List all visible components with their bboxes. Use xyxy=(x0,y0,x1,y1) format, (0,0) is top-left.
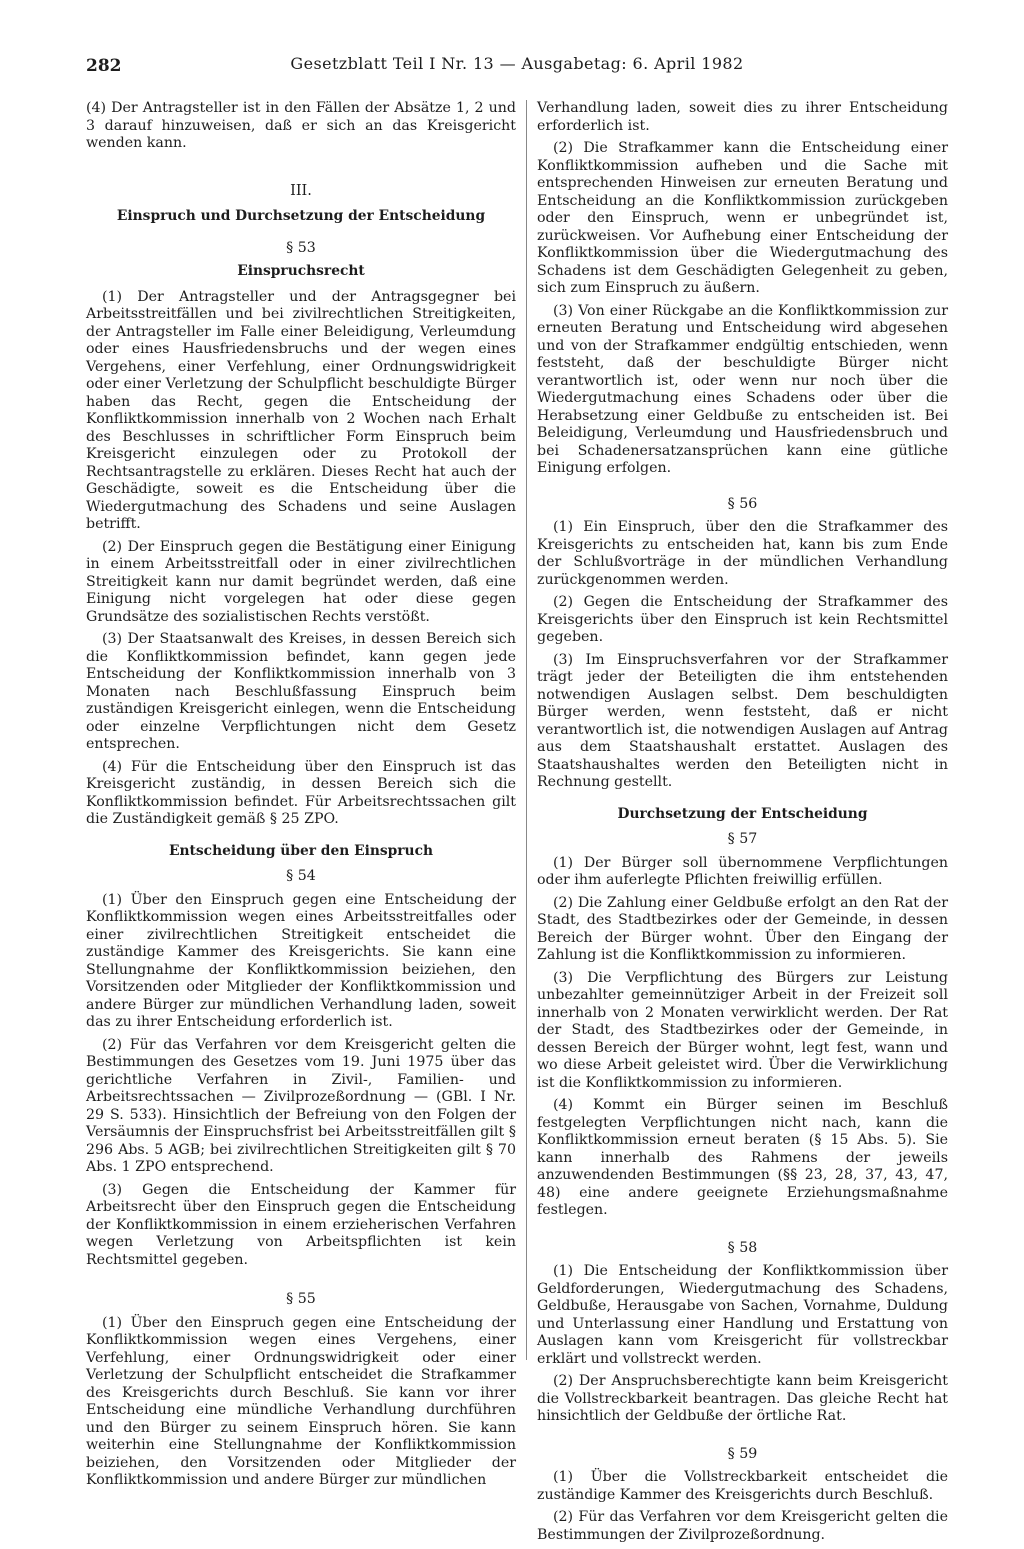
page-header xyxy=(86,52,948,82)
subsection-title: Durchsetzung der Entscheidung xyxy=(617,805,868,822)
section-number: § 54 xyxy=(286,868,316,884)
paragraph: (1) Über den Einspruch gegen eine Entscheidung der Konfliktkommission wegen eines Vergehens, einer Verfehlung, einer Ordnungswidrigkeit oder einer Verletzung der Schulpflicht entscheidet die Strafkammer des Kreisgerichts durch Beschluß. Sie kann vor ihrer Entscheidung eine mündliche Verhandlung durchführen und den Bürger zu seinem Einspruch hören. Sie kann weiterhin eine Stellungnahme der Konfliktkommission beiziehen, den Vorsitzenden oder Mitglieder der Konfliktkommission und andere Bürger zur mündlichen xyxy=(86,1314,516,1488)
subsection-title: Entscheidung über den Einspruch xyxy=(168,842,434,859)
paragraph: (1) Über den Einspruch gegen eine Entscheidung der Konfliktkommission wegen eines Arbeitsstreitfalles oder einer zivilrechtlichen Streitigkeit entscheidet die zuständige Kammer des Kreisgerichts. Sie kann eine Stellungnahme der Konfliktkommission beiziehen, den Vorsitzenden oder Mitglieder der Konfliktkommission und andere Bürger zur mündlichen Verhandlung laden, soweit das zu ihrer Entscheidung erforderlich ist. xyxy=(86,891,516,1030)
running-head: Gesetzblatt Teil I Nr. 13 — Ausgabetag: 6. April 1982 xyxy=(290,54,744,73)
paragraph: (1) Der Bürger soll übernommene Verpflichtungen oder ihm auferlegte Pflichten freiwillig erfüllen. xyxy=(537,854,948,888)
paragraph: (3) Gegen die Entscheidung der Kammer für Arbeitsrecht über den Einspruch gegen die Entscheidung der Konfliktkommission in einem erzieherischen Verfahren wegen Verletzung von Arbeitspflichten ist kein Rechtsmittel gegeben. xyxy=(86,1181,516,1268)
section-title: Einspruchsrecht xyxy=(237,263,365,279)
section-number: § 58 xyxy=(727,1239,758,1256)
section-number: § 56 xyxy=(727,495,758,512)
paragraph: (4) Für die Entscheidung über den Einspruch ist das Kreisgericht zuständig, in dessen Bereich sich die Konfliktkommission befindet. Für Arbeitsrechtssachen gilt die Zuständigkeit gemäß § 25 ZPO. xyxy=(86,758,516,827)
paragraph: (1) Über die Vollstreckbarkeit entscheidet die zuständige Kammer des Kreisgerichts durch Beschluß. xyxy=(537,1469,948,1503)
paragraph: (1) Die Entscheidung der Konfliktkommission über Geldforderungen, Wiedergutmachung des Schadens, Geldbuße, Herausgabe von Sachen, Vornahme, Duldung und Unterlassung einer Handlung und Erstattung von Auslagen kann vom Kreisgericht für vollstreckbar erklärt und vollstreckt werden. xyxy=(537,1263,948,1367)
section-number: § 55 xyxy=(286,1291,316,1307)
column-divider xyxy=(526,100,527,1360)
paragraph: (2) Die Zahlung einer Geldbuße erfolgt an den Rat der Stadt, des Stadtbezirkes oder der Gemeinde, in dessen Bereich der Bürger wohnt. Über den Eingang der Zahlung ist die Konfliktkommission zu informieren. xyxy=(537,894,948,963)
paragraph: (1) Ein Einspruch, über den die Strafkammer des Kreisgerichts zu entscheiden hat, kann bis zum Ende der Schlußvorträge in der mündlichen Verhandlung zurückgenommen werden. xyxy=(537,519,948,588)
paragraph: (2) Die Strafkammer kann die Entscheidung einer Konfliktkommission aufheben und die Sache mit entsprechenden Hinweisen zur erneuten Beratung und Entscheidung an die Konfliktkommission zurückgeben oder den Einspruch, wenn er unbegründet ist, zurückweisen. Vor Aufhebung einer Entscheidung der Konfliktkommission über die Wiedergutmachung des Schadens ist dem Geschädigten Gelegenheit zu geben, sich zum Einspruch zu äußern. xyxy=(537,140,948,296)
paragraph: (2) Der Anspruchsberechtigte kann beim Kreisgericht die Vollstreckbarkeit beantragen. Das gleiche Recht hat hinsichtlich der Geldbuße der örtliche Rat. xyxy=(537,1373,948,1424)
paragraph: (2) Für das Verfahren vor dem Kreisgericht gelten die Bestimmungen der Zivilprozeßordnung. xyxy=(537,1509,948,1543)
right-column xyxy=(537,100,948,1549)
section-number: § 59 xyxy=(727,1445,758,1462)
paragraph: (3) Im Einspruchsverfahren vor der Strafkammer trägt jeder der Beteiligten die ihm entstehenden notwendigen Auslagen selbst. Dem beschuldigten Bürger werden, wenn feststeht, daß er nicht verantwortlich ist, die notwendigen Auslagen auf Antrag aus dem Staatshaushalt erstattet. Auslagen des Staatshaushaltes werden den Beteiligten nicht in Rechnung gestellt. xyxy=(537,651,948,790)
paragraph: (3) Die Verpflichtung des Bürgers zur Leistung unbezahlter gemeinnütziger Arbeit in der Freizeit soll innerhalb von 2 Monaten verwirklicht werden. Der Rat der Stadt, des Stadtbezirkes oder der Gemeinde, in dessen Bereich der Bürger wohnt, legt fest, wann und wo diese Arbeit geleistet wird. Über die Verwirklichung ist die Konfliktkommission zu informieren. xyxy=(537,969,948,1091)
paragraph: (2) Für das Verfahren vor dem Kreisgericht gelten die Bestimmungen des Gesetzes vom 19. Juni 1975 über das gerichtliche Verfahren in Zivil-, Familien- und Arbeitsrechtssachen — Zivilprozeßordnung — (GBl. I Nr. 29 S. 533). Hinsichtlich der Befreiung von den Folgen der Versäumnis der Einspruchsfrist bei Arbeitsstreitfällen gilt § 296 Abs. 5 AGB; bei zivilrechtlichen Streitigkeiten gilt § 70 Abs. 1 ZPO entsprechend. xyxy=(86,1036,516,1175)
section-number: § 57 xyxy=(727,831,758,847)
paragraph: (1) Der Antragsteller und der Antragsgegner bei Arbeitsstreitfällen und bei zivilrechtlichen Streitigkeiten, der Antragsteller im Falle einer Beleidigung, Verleumdung oder eines Hausfriedensbruchs und der wegen eines Vergehens, einer Verfehlung, einer Ordnungswidrigkeit oder einer Verletzung der Schulpflicht beschuldigte Bürger haben das Recht, gegen die Entscheidung der Konfliktkommission innerhalb von 2 Wochen nach Erhalt des Beschlusses in schriftlicher Form Einspruch beim Kreisgericht einzulegen oder zu Protokoll der Rechtsantragstelle zu erklären. Dieses Recht hat auch der Geschädigte, soweit es die Entscheidung über die Wiedergutmachung des Schadens und seine Auslagen betrifft. xyxy=(86,288,516,532)
paragraph: Verhandlung laden, soweit dies zu ihrer Entscheidung erforderlich ist. xyxy=(537,100,948,134)
paragraph: (4) Der Antragsteller ist in den Fällen der Absätze 1, 2 und 3 darauf hinzuweisen, daß er sich an das Kreisgericht wenden kann. xyxy=(86,100,516,151)
part-title: Einspruch und Durchsetzung der Entscheidung xyxy=(116,208,486,224)
paragraph: (2) Der Einspruch gegen die Bestätigung einer Einigung in einem Arbeitsstreitfall oder in einer zivilrechtlichen Streitigkeit kann nur damit begründet werden, daß eine Einigung nicht vorgelegen hat oder diese gegen Grundsätze des sozialistischen Rechts verstößt. xyxy=(86,538,516,625)
part-number: III. xyxy=(290,182,312,199)
left-column xyxy=(86,100,516,1495)
paragraph: (3) Von einer Rückgabe an die Konfliktkommission zur erneuten Beratung und Entscheidung wird abgesehen und von der Strafkammer endgültig entschieden, wenn feststeht, daß der beschuldigte Bürger nicht verantwortlich ist, oder wenn nur noch über die Wiedergutmachung eines Schadens oder über die Herabsetzung einer Geldbuße zu entscheiden ist. Bei Beleidigung, Verleumdung und Hausfriedensbruch und bei Schadenersatzansprüchen kann eine gütliche Einigung erfolgen. xyxy=(537,302,948,476)
paragraph: (3) Der Staatsanwalt des Kreises, in dessen Bereich sich die Konfliktkommission befindet, kann gegen jede Entscheidung der Konfliktkommission innerhalb von 3 Monaten nach Beschlußfassung Einspruch beim zuständigen Kreisgericht einlegen, wenn die Entscheidung oder einzelne Verpflichtungen nicht dem Gesetz entsprechen. xyxy=(86,631,516,752)
paragraph: (4) Kommt ein Bürger seinen im Beschluß festgelegten Verpflichtungen nicht nach, kann die Konfliktkommission erneut beraten (§ 15 Abs. 5). Sie kann innerhalb des Rahmens der jeweils anzuwendenden Bestimmungen (§§ 23, 28, 37, 43, 47, 48) eine andere geeignete Erziehungsmaßnahme festlegen. xyxy=(537,1097,948,1218)
page-number: 282 xyxy=(86,56,122,76)
section-number: § 53 xyxy=(286,239,316,256)
paragraph: (2) Gegen die Entscheidung der Strafkammer des Kreisgerichts über den Einspruch ist kein Rechtsmittel gegeben. xyxy=(537,594,948,645)
